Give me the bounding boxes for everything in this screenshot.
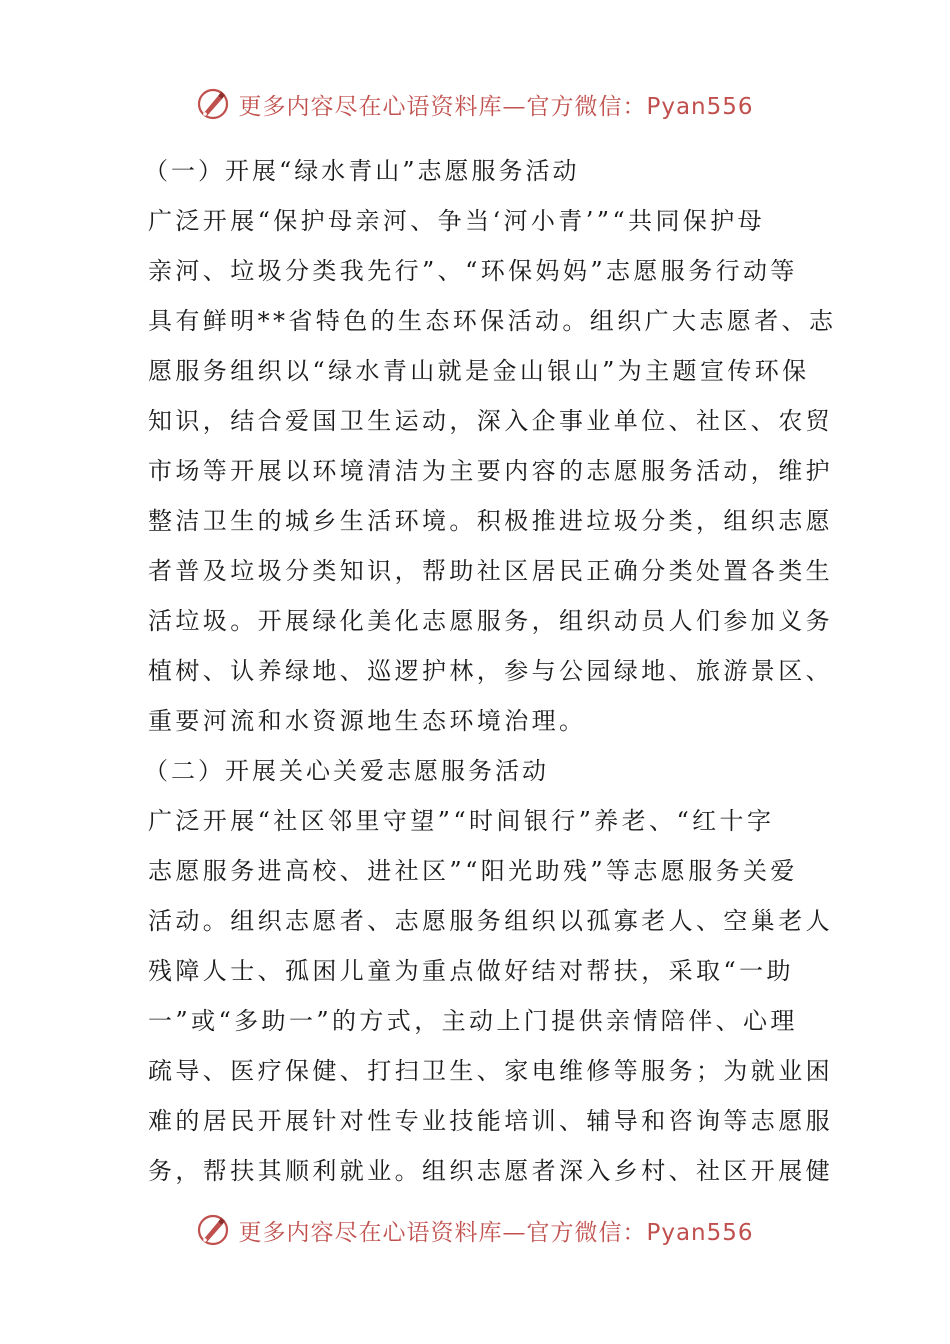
banner-prefix: 更多内容尽在心语资料库—官方微信：	[238, 1219, 647, 1246]
paragraph-line: 重要河流和水资源地生态环境治理。	[148, 707, 587, 735]
banner-text	[238, 88, 753, 121]
paragraph-line: 难的居民开展针对性专业技能培训、辅导和咨询等志愿服	[148, 1107, 833, 1135]
paragraph-line: 疏导、医疗保健、打扫卫生、家电维修等服务；为就业困	[148, 1057, 833, 1085]
paragraph-line: 亲河、垃圾分类我先行”、“环保妈妈”志愿服务行动等	[148, 257, 798, 285]
pen-logo-icon	[196, 1213, 230, 1247]
wechat-id: Pyan556	[646, 1219, 754, 1246]
paragraph-line: 志愿服务进高校、进社区”“阳光助残”等志愿服务关爱	[148, 857, 798, 885]
wechat-id: Pyan556	[646, 93, 754, 120]
header-banner	[0, 84, 950, 124]
paragraph-line: 具有鲜明**省特色的生态环保活动。组织广大志愿者、志	[148, 307, 837, 335]
pen-logo-icon	[196, 87, 230, 121]
footer-banner	[0, 1210, 950, 1250]
banner-text	[238, 1214, 753, 1247]
paragraph-line: 广泛开展“社区邻里守望”“时间银行”养老、“红十字	[148, 807, 775, 835]
paragraph-line: 整洁卫生的城乡生活环境。积极推进垃圾分类，组织志愿	[148, 507, 833, 535]
section-heading-2: （二）开展关心关爱志愿服务活动	[144, 757, 549, 785]
paragraph-line: 植树、认养绿地、巡逻护林，参与公园绿地、旅游景区、	[148, 657, 833, 685]
paragraph-line: 市场等开展以环境清洁为主要内容的志愿服务活动，维护	[148, 457, 833, 485]
paragraph-line: 活动。组织志愿者、志愿服务组织以孤寡老人、空巢老人	[148, 907, 833, 935]
paragraph-line: 残障人士、孤困儿童为重点做好结对帮扶，采取“一助	[148, 957, 794, 985]
document-body	[144, 146, 837, 1196]
paragraph-line: 愿服务组织以“绿水青山就是金山银山”为主题宣传环保	[148, 357, 810, 385]
paragraph-line: 广泛开展“保护母亲河、争当‘河小青’”“共同保护母	[148, 207, 766, 235]
paragraph-line: 务，帮扶其顺利就业。组织志愿者深入乡村、社区开展健	[148, 1157, 833, 1185]
paragraph-line: 者普及垃圾分类知识，帮助社区居民正确分类处置各类生	[148, 557, 833, 585]
paragraph-line: 一”或“多助一”的方式，主动上门提供亲情陪伴、心理	[148, 1007, 798, 1035]
paragraph-line: 知识，结合爱国卫生运动，深入企事业单位、社区、农贸	[148, 407, 833, 435]
banner-prefix: 更多内容尽在心语资料库—官方微信：	[238, 93, 647, 120]
section-heading-1: （一）开展“绿水青山”志愿服务活动	[144, 157, 580, 185]
paragraph-line: 活垃圾。开展绿化美化志愿服务，组织动员人们参加义务	[148, 607, 833, 635]
